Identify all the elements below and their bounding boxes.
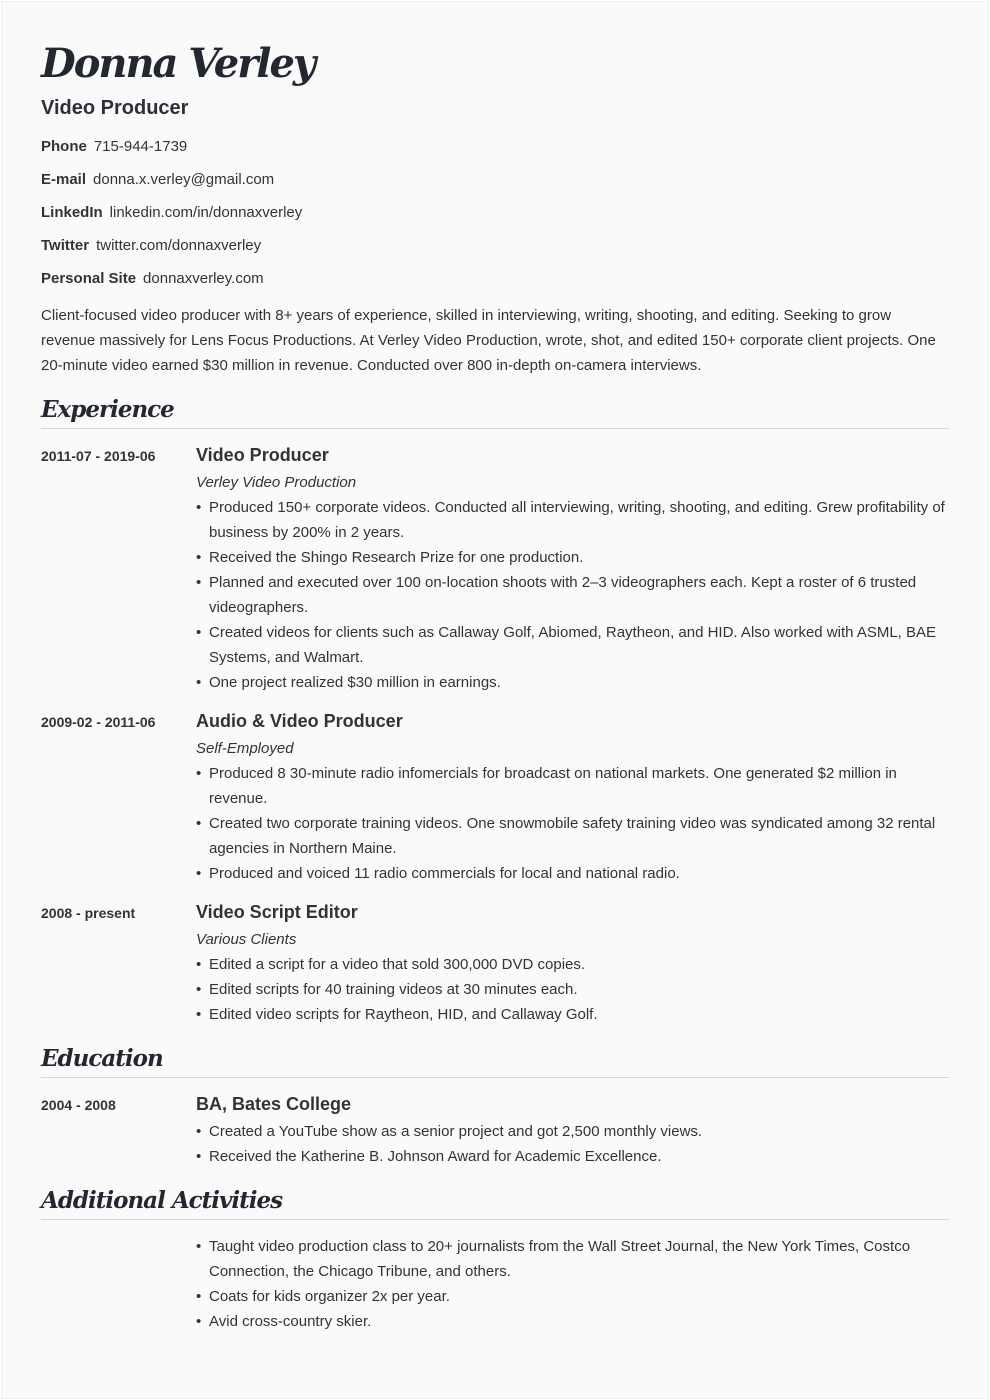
bullet-item: • Received the Shingo Research Prize for one production.	[196, 545, 949, 570]
bullet-list	[196, 495, 949, 695]
bullet-item: • Edited scripts for 40 training videos at 30 minutes each.	[196, 977, 949, 1002]
bullet-item: • Created two corporate training videos. One snowmobile safety training video was syndicated among 32 rental agencies in Northern Maine.	[196, 811, 949, 861]
entry-title: Audio & Video Producer	[196, 711, 403, 731]
bullet-list	[196, 952, 949, 1027]
bullet-list	[196, 1119, 949, 1169]
entry	[41, 900, 949, 1027]
entry	[41, 443, 949, 695]
entry-organization: Self-Employed	[196, 740, 294, 757]
bullet-item: • Received the Katherine B. Johnson Award for Academic Excellence.	[196, 1144, 949, 1169]
contact-row	[41, 167, 949, 200]
contact-row	[41, 233, 949, 266]
activities-list	[196, 1234, 949, 1334]
entry-body	[196, 709, 949, 886]
entry-title: Video Producer	[196, 445, 329, 465]
section-heading-education: Education	[41, 1041, 949, 1078]
entry-title: Video Script Editor	[196, 902, 358, 922]
entry	[41, 709, 949, 886]
section-heading-activities: Additional Activities	[41, 1183, 949, 1220]
bullet-item: • Produced 8 30-minute radio infomercials for broadcast on national markets. One generated $2 million in revenue.	[196, 761, 949, 811]
entry-body	[196, 900, 949, 1027]
entry	[41, 1092, 949, 1169]
bullet-item: • Created a YouTube show as a senior project and got 2,500 monthly views.	[196, 1119, 949, 1144]
bullet-item: • Produced 150+ corporate videos. Conducted all interviewing, writing, shooting, and editing. Grew profitability of business by 200% in 2 years.	[196, 495, 949, 545]
bullet-item: • Created videos for clients such as Callaway Golf, Abiomed, Raytheon, and HID. Also worked with ASML, BAE Systems, and Walmart.	[196, 620, 949, 670]
contact-value[interactable]: twitter.com/donnaxverley	[96, 237, 262, 254]
bullet-item: • Edited a script for a video that sold 300,000 DVD copies.	[196, 952, 949, 977]
contact-label: E-mail	[41, 171, 87, 188]
bullet-item: • Edited video scripts for Raytheon, HID, and Callaway Golf.	[196, 1002, 949, 1027]
experience-list	[41, 443, 949, 1027]
education-list	[41, 1092, 949, 1169]
contact-row	[41, 266, 949, 299]
contact-row	[41, 200, 949, 233]
contact-label: Phone	[41, 138, 87, 155]
bullet-item: • Produced and voiced 11 radio commercials for local and national radio.	[196, 861, 949, 886]
bullet-list	[196, 761, 949, 886]
job-title: Video Producer	[41, 97, 189, 119]
bullet-item: • Planned and executed over 100 on-location shoots with 2–3 videographers each. Kept a roster of 6 trusted videographers.	[196, 570, 949, 620]
contact-label: Twitter	[41, 237, 90, 254]
entry-date: 2004 - 2008	[41, 1097, 116, 1113]
contact-label: LinkedIn	[41, 204, 103, 221]
contact-value[interactable]: linkedin.com/in/donnaxverley	[109, 204, 303, 221]
bullet-item: • Taught video production class to 20+ journalists from the Wall Street Journal, the New York Times, Costco Connection, the Chicago Tribune, and others.	[196, 1234, 949, 1284]
summary: Client-focused video producer with 8+ years of experience, skilled in interviewing, writing, shooting, and editing. Seeking to grow revenue massively for Lens Focus Productions. At Verley Video Production, wrote, shot, and edited 150+ corporate client projects. One 20-minute video earned $30 million in revenue. Conducted over 800 in-depth on-camera interviews.	[41, 307, 936, 374]
contact-value[interactable]: donna.x.verley@gmail.com	[93, 171, 275, 188]
contact-value[interactable]: donnaxverley.com	[143, 270, 264, 287]
resume-page	[1, 1, 989, 1399]
bullet-item: • Coats for kids organizer 2x per year.	[196, 1284, 949, 1309]
contact-list	[41, 134, 949, 299]
entry-body	[196, 443, 949, 695]
entry-date: 2009-02 - 2011-06	[41, 714, 156, 730]
contact-label: Personal Site	[41, 270, 137, 287]
contact-row	[41, 134, 949, 167]
entry-organization: Verley Video Production	[196, 474, 357, 491]
candidate-name: Donna Verley	[41, 40, 315, 87]
contact-value[interactable]: 715-944-1739	[93, 138, 188, 155]
bullet-item: • Avid cross-country skier.	[196, 1309, 949, 1334]
bullet-item: • One project realized $30 million in earnings.	[196, 670, 949, 695]
entry-title: BA, Bates College	[196, 1094, 352, 1114]
section-heading-experience: Experience	[41, 392, 949, 429]
entry-body	[196, 1092, 949, 1169]
entry-date: 2011-07 - 2019-06	[41, 448, 156, 464]
activities-entry	[41, 1234, 949, 1334]
entry-date: 2008 - present	[41, 905, 136, 921]
entry-organization: Various Clients	[196, 931, 297, 948]
